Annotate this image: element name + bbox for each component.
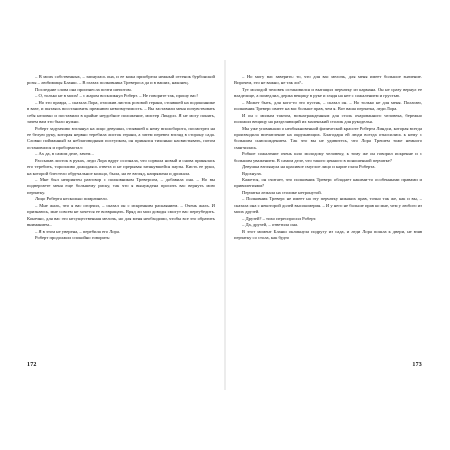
paragraph: – О, только не в моих! – с жаром воскликнул Роберт. – Не говорите так, прошу вас! — [35, 93, 198, 99]
paragraph: Рассыпав листок в руках, леди Лора вдруг осознала, что сорвала новый и снова принялась его теребить, торопливо дожидаясь ответа и не прерывая затянувшейся паузы. Кисть ее руки, на которой блестело обручальное кольцо, была, на ее взгляд, напряжена и дрожала. — [27, 157, 215, 176]
paragraph: Перчатка лежала на столике нетронутой. — [242, 189, 322, 195]
paragraph: И он с милым тактом, вознагражденным для столь очарованного человека, бережно положил вещицу на разделяющий их маленький столик для рукоделья. — [234, 112, 422, 125]
paragraph: Роберт продолжил спокойно говорить: — [35, 234, 111, 240]
right-page — [234, 74, 422, 374]
paragraph: Девушка взглянула на красивое смуглое лицо и карие глаза Роберта. — [242, 164, 376, 170]
left-page-text — [27, 74, 215, 357]
paragraph: – Ах да, в самом деле, зачем... — [35, 151, 94, 157]
left-page-number: 172 — [27, 362, 37, 368]
paragraph: Робкое сожаление очень шло молодому человеку, к тому же он говорил искренне и с большим уважением. В самом деле, что такого ценного в поношенной перчатке? — [234, 151, 422, 163]
paragraph: Тут молодой человек остановился и вытащил перчатку из кармана. Он не сразу вернул ее владелице, а помедлил, держа вещицу в руке и глядя на нее с сожалением и грустью. — [234, 86, 422, 99]
paragraph: – В моих собственных, – запнулась она, и ее кожа приобрела нежный оттенок бурбонской розы – любимицы Бланш. – В глазах полковника Тревероса да и в ваших, наконец. — [27, 74, 215, 86]
paragraph: – Да, друзей, – ответила она. — [242, 222, 299, 228]
right-page-number: 173 — [412, 362, 422, 368]
paragraph: Роберт задумчиво взглянул на лицо девушки, стоявшей к нему вполоборота, посмотрел на ее белую руку, которая нервно теребила листок герани, а затем перевел взгляд в сторону сада. Словно пойманный за неблаговидным поступком, он принялся тихонько насвистывать, потом остановился и пробормотал: — [27, 125, 215, 150]
left-page — [27, 74, 215, 374]
paragraph: – Друзей? – тихо переспросил Роберт. — [242, 215, 317, 221]
paragraph: Вдохнула. — [242, 170, 262, 176]
paragraph: В этот момент Бланш окликнула подругу из сада, и леди Лора пошла к двери, не взяв перчатку со стола, как будто — [234, 228, 422, 240]
paragraph: – Я в этом не уверена, – перебила его Лора. — [35, 228, 121, 234]
paragraph: Последние слова она произнесла почти шепотом. — [35, 86, 132, 92]
paragraph: – Мне был неприятен разговор с полковником Треверсом, – добавила она. – Но вы подвергаете меня еще большему риску, так что я вынуждена просить вас вернуть мою перчатку. — [27, 177, 215, 195]
paragraph: – Но это правда, – сказала Лора, отложив листок розовой герани, стоявшей на подоконнике в вазе, и пытаясь восстановить прежнюю невозмутимость. – Вы заставили меня почувствовать себя неловко и поставили в крайне неудобное положение, мистер Линдси. Я не могу понять, зачем вам это было нужно. — [27, 99, 215, 125]
paragraph: Кажется, он считает, что полковник Треверс обладает какими-то особенными правами и привилегиями? — [234, 177, 422, 189]
paragraph: Лицо Роберта несколько помрачнело. — [35, 196, 109, 202]
paragraph: – Мне жаль, что я вас огорчил, – сказал он с искренним раскаянием. – Очень жаль. И признаюсь, мне совсем не хочется ее возвращать. Вряд ли мои доводы смогут вас переубедить. Конечно, для вас это несущественная мелочь, но для меня необходимо, чтобы все это обратить вниманием... — [27, 202, 215, 228]
paragraph: – Полковник Треверс не имеет на эту перчатку никаких прав, точно так же, как и вы, – сказала она с некоторой долей высокомерия. – И у него не больше прав ко мне, чем у любого из моих друзей. — [234, 196, 422, 215]
paragraph: – Может быть, для кого-то это пустяк, – сказал он. – Но только не для меня. Полагаю, полковник Треверс имеет на вас больше прав, чем я. Вот ваша перчатка, леди Лора. — [234, 99, 422, 112]
paragraph: – Но могу вас заверить: то, что для вас мелочь, для меня имеет большое значение. Впрочем, это не важно, не так ли?.. — [234, 74, 422, 86]
paragraph: Мы уже упоминали о необыкновенной физической красоте Роберта Линдси, которая всегда производила впечатление на окружающих. Благодаря ей люди всегда относились к нему с большим снисхождением. Так что вы не удивитесь, что Лора Трешем тоже немного смягчилась. — [234, 125, 422, 150]
book-gutter — [224, 60, 226, 390]
right-page-text — [234, 74, 422, 357]
